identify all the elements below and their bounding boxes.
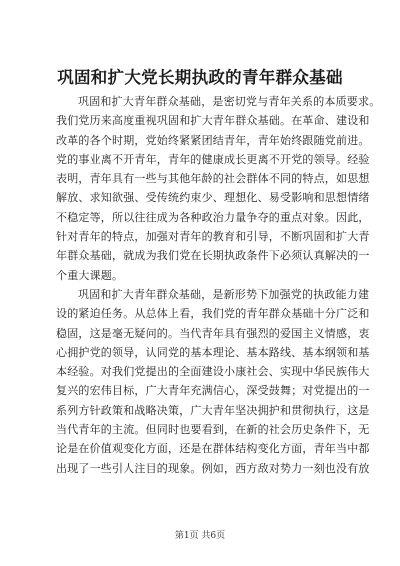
paragraph-1 bbox=[56, 92, 381, 285]
paragraph-line: 本经验。对我们党提出的全面建设小康社会、实现中华民族伟大 bbox=[56, 365, 370, 379]
paragraph-line: 党的事业离不开青年，青年的健康成长更离不开党的领导。经验 bbox=[56, 152, 370, 166]
paragraph-line: 表明，青年具有一些与其他年龄的社会群体不同的特点，如思想 bbox=[56, 172, 370, 186]
paragraph-line: 系列方针政策和战略决策，广大青年坚决拥护和贯彻执行，这是 bbox=[56, 403, 370, 417]
paragraph-line: 我们党历来高度重视巩固和扩大青年群众基础。在革命、建设和 bbox=[56, 114, 370, 128]
page-footer: 第1页 共6页 bbox=[174, 531, 226, 541]
paragraph-line: 个重大课题。 bbox=[56, 268, 124, 282]
paragraph-line: 心拥护党的领导，认同党的基本理论、基本路线、基本纲领和基 bbox=[56, 345, 370, 359]
paragraph-line: 复兴的宏伟目标，广大青年充满信心，深受鼓舞；对党提出的一 bbox=[56, 384, 370, 398]
paragraph-line: 巩固和扩大青年群众基础，是密切党与青年关系的本质要求。 bbox=[78, 95, 381, 108]
paragraph-2 bbox=[56, 285, 370, 478]
paragraph-line: 巩固和扩大青年群众基础，是新形势下加强党的执政能力建 bbox=[78, 287, 370, 301]
document-title: 巩固和扩大党长期执政的青年群众基础 bbox=[57, 68, 343, 87]
paragraph-line: 年群众基础，就成为我们党在长期执政条件下必须认真解决的一 bbox=[56, 249, 370, 263]
paragraph-line: 针对青年的特点，加强对青年的教育和引导，不断巩固和扩大青 bbox=[56, 230, 370, 244]
paragraph-line: 论是在价值观变化方面，还是在群体结构变化方面，青年当中都 bbox=[56, 442, 370, 456]
paragraph-line: 当代青年的主流。但同时也要看到，在新的社会历史条件下，无 bbox=[56, 423, 370, 437]
paragraph-line: 设的紧迫任务。从总体上看，我们党的青年群众基础十分广泛和 bbox=[56, 307, 370, 321]
paragraph-line: 稳固，这是毫无疑问的。当代青年具有强烈的爱国主义情感，衷 bbox=[56, 326, 370, 340]
paragraph-line: 改革的各个时期，党始终紧紧团结青年，青年始终跟随党前进。 bbox=[56, 133, 370, 147]
paragraph-line: 解放、求知欲强、受传统约束少、理想化、易受影响和思想情绪 bbox=[56, 191, 370, 205]
document-body bbox=[56, 92, 381, 478]
paragraph-line: 不稳定等，所以往往成为各种政治力量争夺的重点对象。因此， bbox=[56, 210, 370, 224]
paragraph-line: 出现了一些引人注目的现象。例如，西方敌对势力一刻也没有放 bbox=[56, 461, 370, 475]
